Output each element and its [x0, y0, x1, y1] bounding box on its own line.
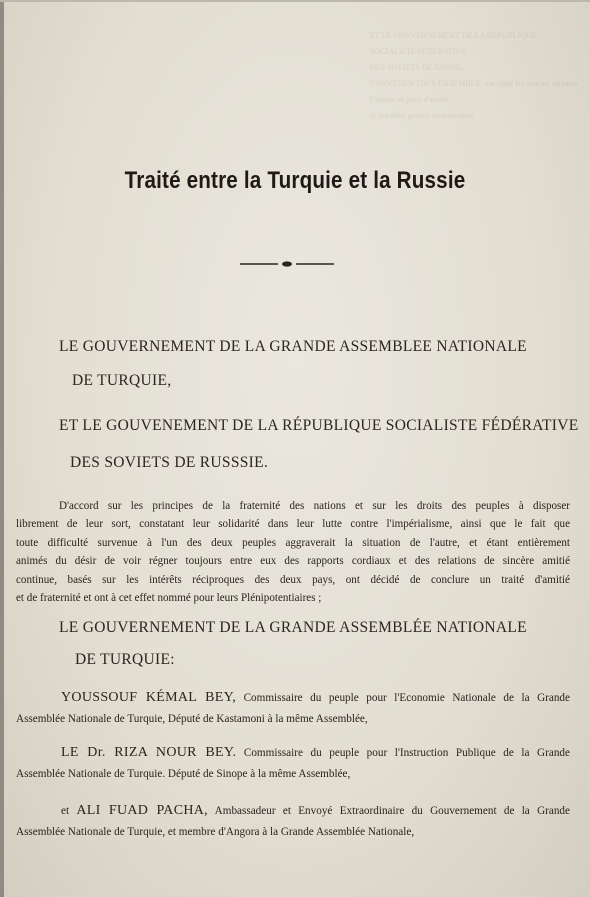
preamble-line: et de fraternité et ont à cet effet nommé pour leurs Plénipotentiaires ; — [16, 592, 322, 605]
preamble-line: librement de leur sort, constatant leur solidarité dans leur lutte contre l'impérialisme, ainsi que le fait que — [16, 518, 570, 531]
party-turkey-line2: DE TURQUIE, — [72, 372, 172, 389]
party-russia-line2: DES SOVIETS DE RUSSSIE. — [70, 454, 269, 471]
plenipotentiary-prefix: et — [61, 805, 70, 817]
plenipotentiary-name: LE Dr. RIZA NOUR BEY. — [61, 745, 237, 760]
plenipotentiary-title: Ambassadeur et Envoyé Extraordinaire du Gouvernement de la Grande — [214, 805, 570, 817]
plenipotentiaries-heading-line1: LE GOUVERNEMENT DE LA GRANDE ASSEMBLÉE NATIONALE — [59, 619, 527, 636]
preamble-line: toute difficulté survenue à l'un des deux peuples aggraverait la situation de l'autre, et étant entièrement — [16, 536, 570, 549]
preamble-line: D'accord sur les principes de la fraternité des nations et sur les droits des peuples à disposer — [59, 500, 570, 512]
scan-edge-top — [0, 0, 590, 2]
plenipotentiary-name: ALI FUAD PACHA, — [76, 803, 208, 818]
plenipotentiary-title: Commissaire du peuple pour l'Instruction Publique de la Grande — [243, 747, 570, 759]
page-title: Traité entre la Turquie et la Russie — [124, 167, 466, 194]
ornament-divider — [240, 259, 334, 269]
plenipotentiary-affiliation: Assemblée Nationale de Turquie, Député de Kastamoni à la même Assemblée, — [16, 713, 368, 725]
scan-edge — [0, 0, 4, 897]
party-turkey-line1: LE GOUVERNEMENT DE LA GRANDE ASSEMBLEE NATIONALE — [59, 338, 527, 355]
plenipotentiary-affiliation: Assemblée Nationale de Turquie, et membre d'Angora à la Grande Assemblée Nationale, — [16, 826, 415, 838]
plenipotentiaries-heading-line2: DE TURQUIE: — [75, 651, 175, 668]
plenipotentiary-entry — [16, 800, 570, 843]
plenipotentiary-entry — [16, 687, 570, 730]
plenipotentiary-entry — [16, 742, 570, 785]
preamble-line: animés du désir de voir régner toujours entre eux des rapports cordiaux et des relations de sincère amitié — [16, 555, 570, 568]
party-russia-line1: ET LE GOUVENEMENT DE LA RÉPUBLIQUE SOCIALISTE FÉDÉRATIVE — [59, 417, 579, 434]
plenipotentiary-title: Commissaire du peuple pour l'Economie Nationale de la Grande — [243, 692, 570, 704]
preamble-paragraph — [16, 497, 570, 607]
plenipotentiary-affiliation: Assemblée Nationale de Turquie. Député de Sinope à la même Assemblée, — [16, 768, 351, 780]
preamble-line: continue, basés sur les intérêts réciproques des deux pays, ont décidé de conclure un traité d'amitié — [16, 573, 570, 586]
bleed-through-text: ET LE GOUVERNEMENT DE LA RÉPUBLIQUE SOCIALISTE FÉDÉRATIVE DES SOVIETS DE RUSSIE, CONVENUS TOUS ENSEMBLE, ont signé les articles suivants Comme en pays d'amitié et des deux parties contractantes — [370, 31, 578, 120]
plenipotentiary-name: YOUSSOUF KÉMAL BEY, — [61, 690, 237, 705]
